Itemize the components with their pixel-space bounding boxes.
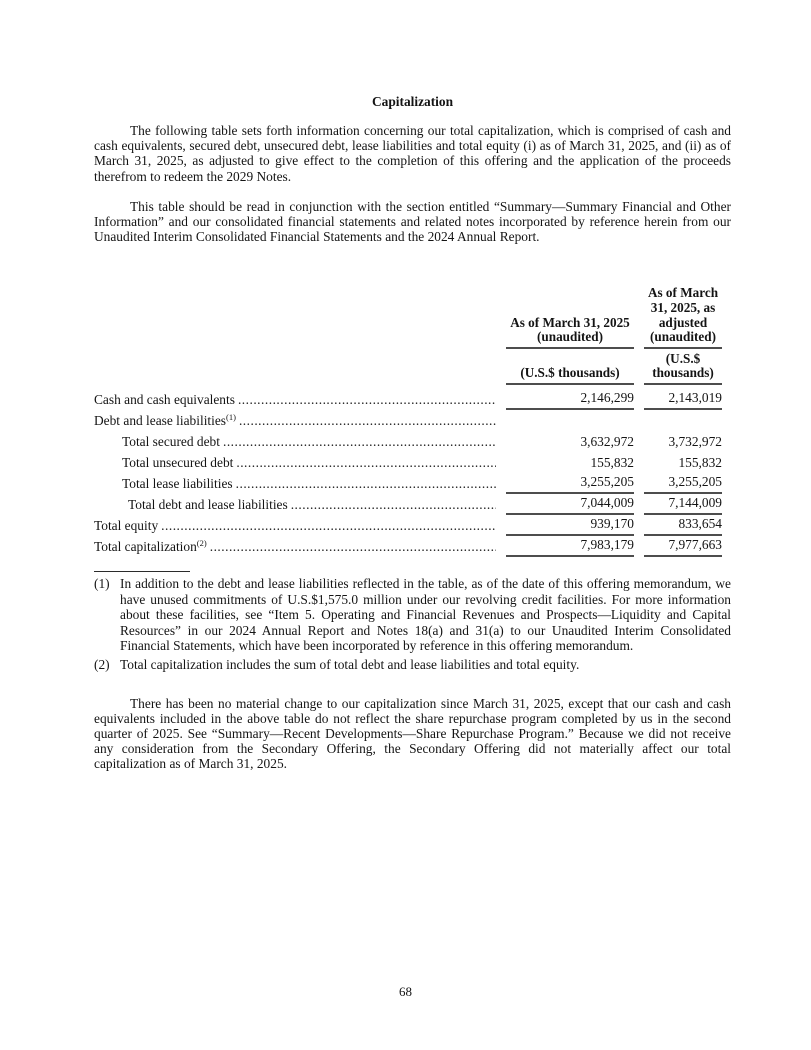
- row-label: [94, 434, 496, 452]
- capitalization-table: [94, 286, 722, 557]
- page-number: 68: [399, 984, 412, 999]
- dot-leader: [161, 518, 496, 534]
- page-content: [94, 0, 731, 772]
- section-title: Capitalization: [371, 94, 454, 109]
- table-unit-row: [94, 352, 722, 385]
- value-current: 155,832: [590, 454, 634, 470]
- table-header-row: [94, 286, 722, 348]
- value-current: 7,044,009: [506, 495, 634, 515]
- row-label: [94, 392, 496, 410]
- footnote-marker: (1): [94, 575, 110, 591]
- row-label: [94, 476, 496, 494]
- table-row-total-equity: [94, 515, 722, 536]
- unit-header-adjusted: (U.S.$ thousands): [644, 352, 722, 385]
- column-header-adjusted: As of March 31, 2025, as adjusted (unaudited): [644, 286, 722, 348]
- reference-paragraph: This table should be read in conjunction with the section entitled “Summary—Summary Financial and Other Information” and our consolidated financial statements and related notes incorporated by reference herein from our Unaudited Interim Consolidated Financial Statements and the 2024 Annual Report.: [94, 198, 731, 245]
- footnote-2: [94, 657, 731, 673]
- table-row-lease-liabilities: [94, 473, 722, 494]
- row-label: [94, 518, 496, 536]
- dot-leader: [239, 413, 496, 429]
- intro-paragraph: The following table sets forth information concerning our total capitalization, which is comprised of cash and cash equivalents, secured debt, unsecured debt, lease liabilities and total equity (i) as of March 31, 2025, and (ii) as of March 31, 2025, as adjusted to give effect to the completion of this offering and the application of the proceeds therefrom to redeem the 2029 Notes.: [94, 123, 731, 184]
- value-adjusted: 7,977,663: [644, 537, 722, 557]
- dot-leader: [291, 497, 496, 513]
- table-row-cash: [94, 389, 722, 410]
- footnote-separator: [94, 571, 190, 572]
- row-label-text: Total secured debt: [122, 433, 220, 449]
- row-label: [94, 539, 496, 557]
- closing-paragraph: There has been no material change to our capitalization since March 31, 2025, except that our cash and cash equivalents included in the above table do not reflect the share repurchase program completed by us in the second quarter of 2025. See “Summary—Recent Developments—Share Repurchase Program.” Because we did not receive any consideration from the Secondary Offering, the Secondary Offering did not materially affect our total capitalization as of March 31, 2025.: [94, 695, 731, 772]
- footnote-marker: (2): [94, 656, 110, 672]
- footnote-ref: (1): [226, 412, 236, 422]
- table-row-debt-lease-heading: [94, 410, 722, 431]
- row-label-text: Total debt and lease liabilities: [128, 496, 288, 512]
- value-current: 3,255,205: [506, 474, 634, 494]
- value-current: 7,983,179: [506, 537, 634, 557]
- table-body: [94, 389, 722, 557]
- value-current: 2,146,299: [506, 390, 634, 410]
- row-label-text: Total equity: [94, 517, 159, 533]
- value-adjusted: 833,654: [644, 516, 722, 536]
- row-label-text: Total lease liabilities: [122, 475, 233, 491]
- dot-leader: [236, 476, 496, 492]
- value-adjusted: 7,144,009: [644, 495, 722, 515]
- value-current: [506, 429, 634, 431]
- dot-leader: [223, 434, 496, 450]
- value-adjusted: [644, 429, 722, 431]
- table-row-secured-debt: [94, 431, 722, 452]
- footnote-text: In addition to the debt and lease liabilities reflected in the table, as of the date of this offering memorandum, we have unused commitments of U.S.$1,575.0 million under our revolving credit facilities. For more information about these facilities, see “Item 5. Operating and Financial Revenues and Prospects—Liquidity and Capital Resources” in our 2024 Annual Report and Notes 18(a) and 31(a) to our Unaudited Interim Consolidated Financial Statements, which have been incorporated by reference in this offering memorandum.: [120, 575, 731, 654]
- value-adjusted: 3,732,972: [668, 433, 722, 449]
- row-label: [94, 497, 496, 515]
- row-label-text: Total capitalization: [94, 538, 197, 554]
- table-row-total-debt-lease: [94, 494, 722, 515]
- footnote-text: Total capitalization includes the sum of total debt and lease liabilities and total equity.: [120, 656, 580, 672]
- row-label: [94, 455, 496, 473]
- footnote-1: [94, 576, 731, 654]
- dot-leader: [236, 455, 496, 471]
- row-label-text: Cash and cash equivalents: [94, 391, 235, 407]
- footnote-ref: (2): [196, 538, 207, 548]
- value-adjusted: 2,143,019: [644, 390, 722, 410]
- value-current: 939,170: [506, 516, 634, 536]
- row-label: [94, 413, 496, 431]
- dot-leader: [210, 539, 496, 555]
- table-row-total-capitalization: [94, 536, 722, 557]
- dot-leader: [238, 392, 496, 408]
- row-label-text: Total unsecured debt: [122, 454, 234, 470]
- column-header-current: As of March 31, 2025 (unaudited): [506, 316, 634, 349]
- unit-header-current: (U.S.$ thousands): [506, 366, 634, 385]
- value-current: 3,632,972: [580, 433, 634, 449]
- value-adjusted: 155,832: [678, 454, 722, 470]
- value-adjusted: 3,255,205: [644, 474, 722, 494]
- table-row-unsecured-debt: [94, 452, 722, 473]
- row-label-text: Debt and lease liabilities: [94, 412, 227, 428]
